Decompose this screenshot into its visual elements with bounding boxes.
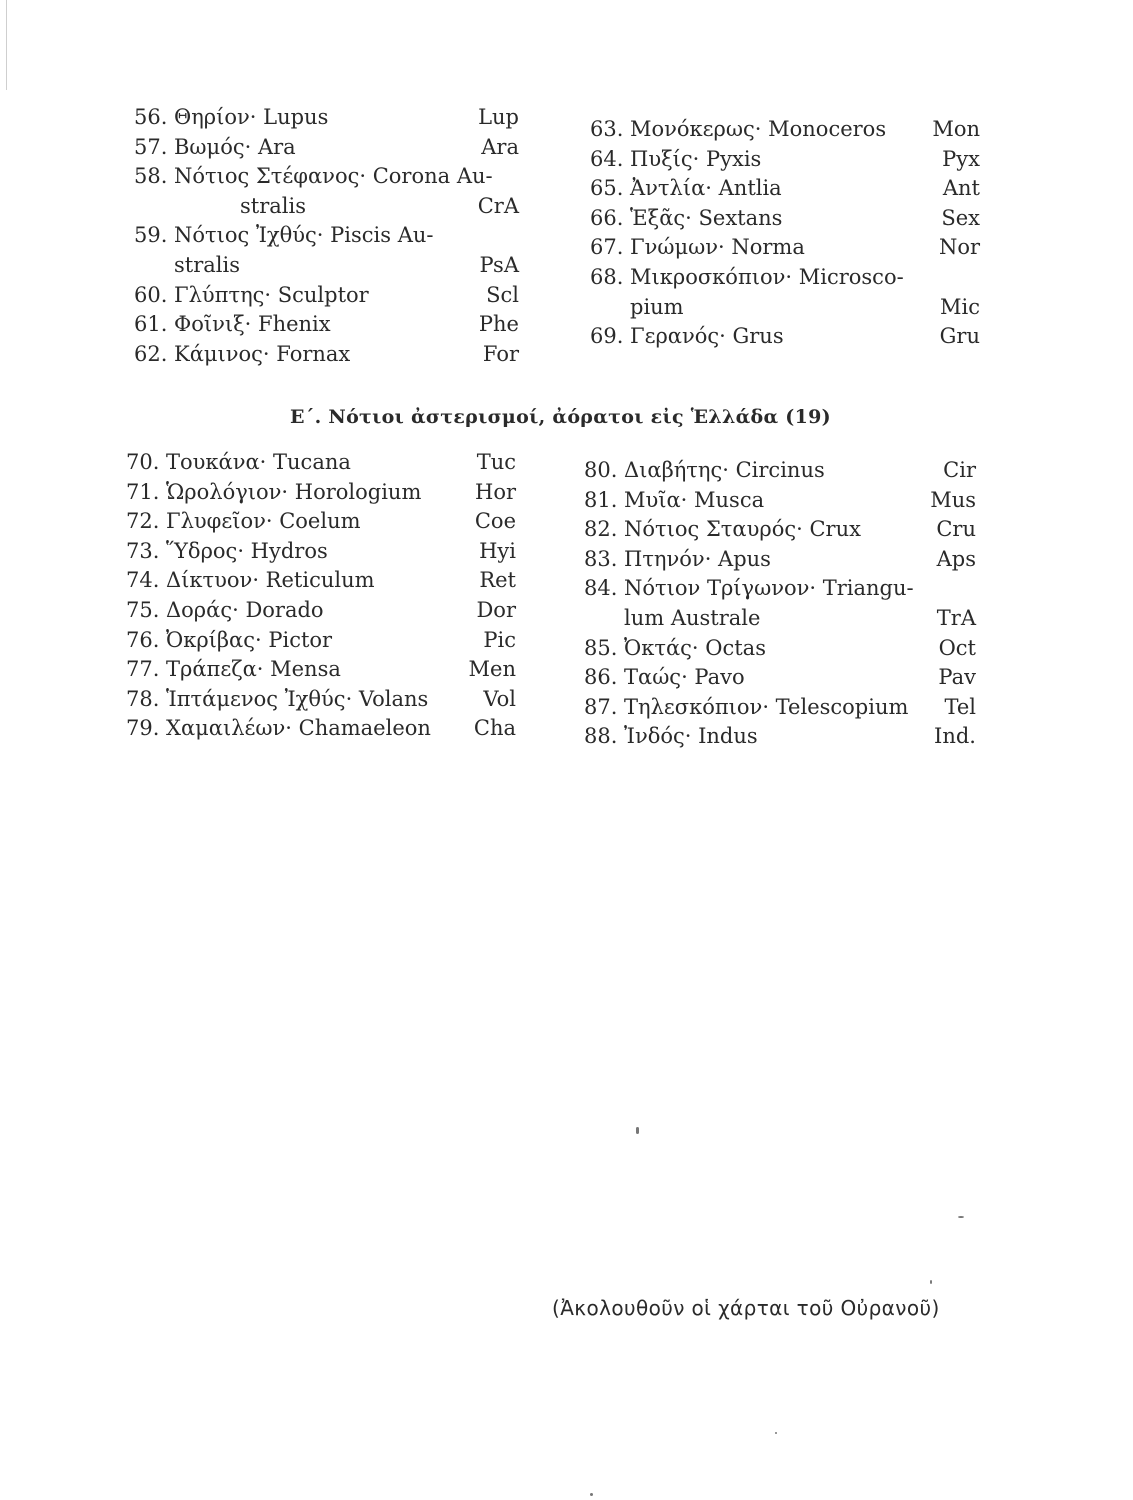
list-item: [134, 221, 519, 251]
item-abbreviation: For: [482, 341, 519, 366]
item-number: 70.: [126, 450, 160, 474]
item-abbreviation: Mon: [932, 117, 980, 141]
constellation-list-bottom-left: [126, 448, 516, 744]
item-number: 82.: [584, 517, 618, 542]
item-number: 62.: [134, 341, 168, 366]
item-abbreviation: Coe: [474, 509, 516, 534]
item-number: 57.: [134, 134, 168, 159]
item-number: 87.: [584, 694, 618, 719]
list-item: [590, 263, 980, 293]
item-number: 88.: [584, 724, 618, 749]
item-name: Κάμινος· Fornax: [174, 341, 351, 366]
scan-speck: [590, 1493, 593, 1496]
item-name: Γνώμων· Norma: [630, 235, 805, 260]
list-item: [126, 626, 516, 656]
item-abbreviation: Oct: [938, 635, 976, 660]
list-item: [126, 566, 516, 596]
item-abbreviation: Cir: [943, 458, 976, 482]
item-number: 67.: [590, 235, 624, 260]
item-abbreviation: Tuc: [476, 450, 516, 474]
item-name: Ὡρολόγιον· Horologium: [166, 479, 422, 504]
item-number: 78.: [126, 686, 160, 711]
item-abbreviation: Lup: [478, 105, 519, 129]
item-number: 75.: [126, 597, 160, 622]
item-number: 69.: [590, 324, 624, 349]
item-name: Ὀκτάς· Octas: [624, 635, 766, 660]
item-name: Φοῖνιξ· Fhenix: [174, 312, 331, 337]
item-abbreviation: Dor: [476, 597, 516, 622]
item-name: Νότιος Στέφανος· Corona Au-: [174, 164, 493, 189]
list-item: [134, 340, 519, 370]
list-item: [590, 204, 980, 234]
item-name: Ἰνδός· Indus: [624, 724, 758, 749]
list-item: [584, 486, 976, 516]
list-item: [126, 685, 516, 715]
item-number: 59.: [134, 223, 168, 248]
item-name: Πτηνόν· Apus: [624, 546, 771, 571]
list-item: [126, 537, 516, 567]
item-number: 66.: [590, 205, 624, 230]
item-abbreviation: Gru: [939, 324, 980, 349]
list-item: [584, 722, 976, 752]
scan-speck: [775, 1432, 777, 1434]
item-name: Ὀκρίβας· Pictor: [166, 627, 333, 652]
list-item: [134, 162, 519, 192]
item-name: Δοράς· Dorado: [166, 597, 324, 622]
item-abbreviation: Pyx: [942, 146, 980, 171]
item-abbreviation: Aps: [936, 546, 976, 571]
item-abbreviation: Sex: [941, 205, 980, 230]
item-abbreviation: Mic: [940, 294, 980, 319]
item-number: 77.: [126, 657, 160, 682]
item-name: Γλύπτης· Sculptor: [174, 282, 369, 307]
item-name: Ἑξᾶς· Sextans: [630, 205, 783, 230]
item-abbreviation: Hyi: [479, 538, 516, 563]
item-abbreviation: Tel: [944, 694, 976, 719]
item-name-continuation: pium: [630, 294, 684, 319]
constellation-list-top-left: [134, 103, 519, 369]
item-abbreviation: Phe: [478, 312, 519, 337]
item-number: 80.: [584, 458, 618, 482]
list-item: [590, 233, 980, 263]
item-abbreviation: Cru: [936, 517, 976, 542]
item-name-continuation: lum Australe: [624, 605, 761, 630]
item-number: 64.: [590, 146, 624, 171]
item-name: Νότιος Σταυρός· Crux: [624, 517, 861, 542]
item-number: 58.: [134, 164, 168, 189]
item-abbreviation: Pic: [483, 627, 516, 652]
list-item: [126, 507, 516, 537]
item-name: Νότιον Τρίγωνον· Triangu-: [624, 576, 914, 601]
item-number: 76.: [126, 627, 160, 652]
item-name: Δίκτυον· Reticulum: [166, 568, 375, 593]
item-abbreviation: Ara: [481, 134, 519, 159]
item-abbreviation: Ind.: [934, 724, 976, 749]
item-abbreviation: Ret: [479, 568, 516, 593]
list-item: [590, 145, 980, 175]
item-abbreviation: PsA: [479, 252, 519, 277]
list-item: [126, 714, 516, 744]
list-item: [584, 663, 976, 693]
scan-speck: [930, 1280, 932, 1284]
item-abbreviation: Cha: [473, 716, 516, 741]
item-abbreviation: Vol: [483, 686, 516, 711]
item-number: 56.: [134, 105, 168, 129]
item-name: Γερανός· Grus: [630, 324, 784, 349]
item-name: Μονόκερως· Monoceros: [630, 117, 887, 141]
list-item: [584, 693, 976, 723]
item-number: 71.: [126, 479, 160, 504]
list-item: [134, 310, 519, 340]
list-item: [590, 174, 980, 204]
item-number: 72.: [126, 509, 160, 534]
list-item-continuation: [584, 604, 976, 634]
item-name: Ὕδρος· Hydros: [166, 538, 328, 563]
list-item-continuation: [134, 192, 519, 222]
item-number: 61.: [134, 312, 168, 337]
item-number: 68.: [590, 264, 624, 289]
list-item: [584, 515, 976, 545]
item-name: Μυῖα· Musca: [624, 487, 765, 512]
item-name: Νότιος Ἰχθύς· Piscis Au-: [174, 223, 434, 248]
constellation-list-top-right: [590, 115, 980, 352]
item-abbreviation: Hor: [475, 479, 516, 504]
item-name: Μικροσκόπιον· Microsco-: [630, 264, 904, 289]
item-abbreviation: CrA: [477, 193, 519, 218]
scan-speck: [958, 1216, 964, 1218]
item-abbreviation: TrA: [936, 605, 976, 630]
list-item: [126, 478, 516, 508]
section-heading: Ε΄. Νότιοι ἀστερισμοί, ἀόρατοι εἰς Ἑλλάδα (19): [290, 406, 831, 428]
list-item: [590, 115, 980, 145]
footer-note: (Ἀκολουθοῦν οἱ χάρται τοῦ Οὐρανοῦ): [552, 1296, 940, 1320]
item-name: Ἱπτάμενος Ἰχθύς· Volans: [166, 686, 429, 711]
item-abbreviation: Nor: [938, 235, 980, 260]
scan-speck: [636, 1127, 639, 1134]
list-item: [126, 596, 516, 626]
item-number: 74.: [126, 568, 160, 593]
item-name: Ἀντλία· Antlia: [630, 176, 782, 201]
list-item: [126, 448, 516, 478]
item-name: Πυξίς· Pyxis: [630, 146, 762, 171]
list-item-continuation: [134, 251, 519, 281]
item-number: 63.: [590, 117, 624, 141]
item-name: Τράπεζα· Mensa: [166, 657, 341, 682]
item-number: 86.: [584, 665, 618, 690]
page-edge-line: [6, 0, 7, 90]
item-abbreviation: Ant: [942, 176, 980, 201]
item-number: 79.: [126, 716, 160, 741]
item-abbreviation: Scl: [486, 282, 519, 307]
item-number: 73.: [126, 538, 160, 563]
item-number: 84.: [584, 576, 618, 601]
item-abbreviation: Men: [468, 657, 516, 682]
constellation-list-bottom-right: [584, 456, 976, 752]
list-item: [584, 545, 976, 575]
item-name-continuation: stralis: [174, 252, 240, 277]
list-item-continuation: [590, 293, 980, 323]
item-number: 65.: [590, 176, 624, 201]
item-number: 83.: [584, 546, 618, 571]
item-name: Τουκάνα· Tucana: [166, 450, 351, 474]
list-item: [126, 655, 516, 685]
list-item: [134, 281, 519, 311]
item-number: 81.: [584, 487, 618, 512]
list-item: [584, 574, 976, 604]
item-name: Τηλεσκόπιον· Telescopium: [624, 694, 909, 719]
list-item: [134, 103, 519, 133]
item-name: Θηρίον· Lupus: [174, 105, 329, 129]
item-abbreviation: Pav: [938, 665, 976, 690]
list-item: [590, 322, 980, 352]
list-item: [134, 133, 519, 163]
item-name: Ταώς· Pavo: [624, 665, 745, 690]
item-name-continuation: stralis: [240, 193, 306, 218]
item-number: 85.: [584, 635, 618, 660]
list-item: [584, 456, 976, 486]
item-name: Βωμός· Ara: [174, 134, 296, 159]
list-item: [584, 634, 976, 664]
item-name: Διαβήτης· Circinus: [624, 458, 825, 482]
item-name: Γλυφεῖον· Coelum: [166, 509, 361, 534]
item-number: 60.: [134, 282, 168, 307]
item-name: Χαμαιλέων· Chamaeleon: [166, 716, 431, 741]
item-abbreviation: Mus: [930, 487, 976, 512]
